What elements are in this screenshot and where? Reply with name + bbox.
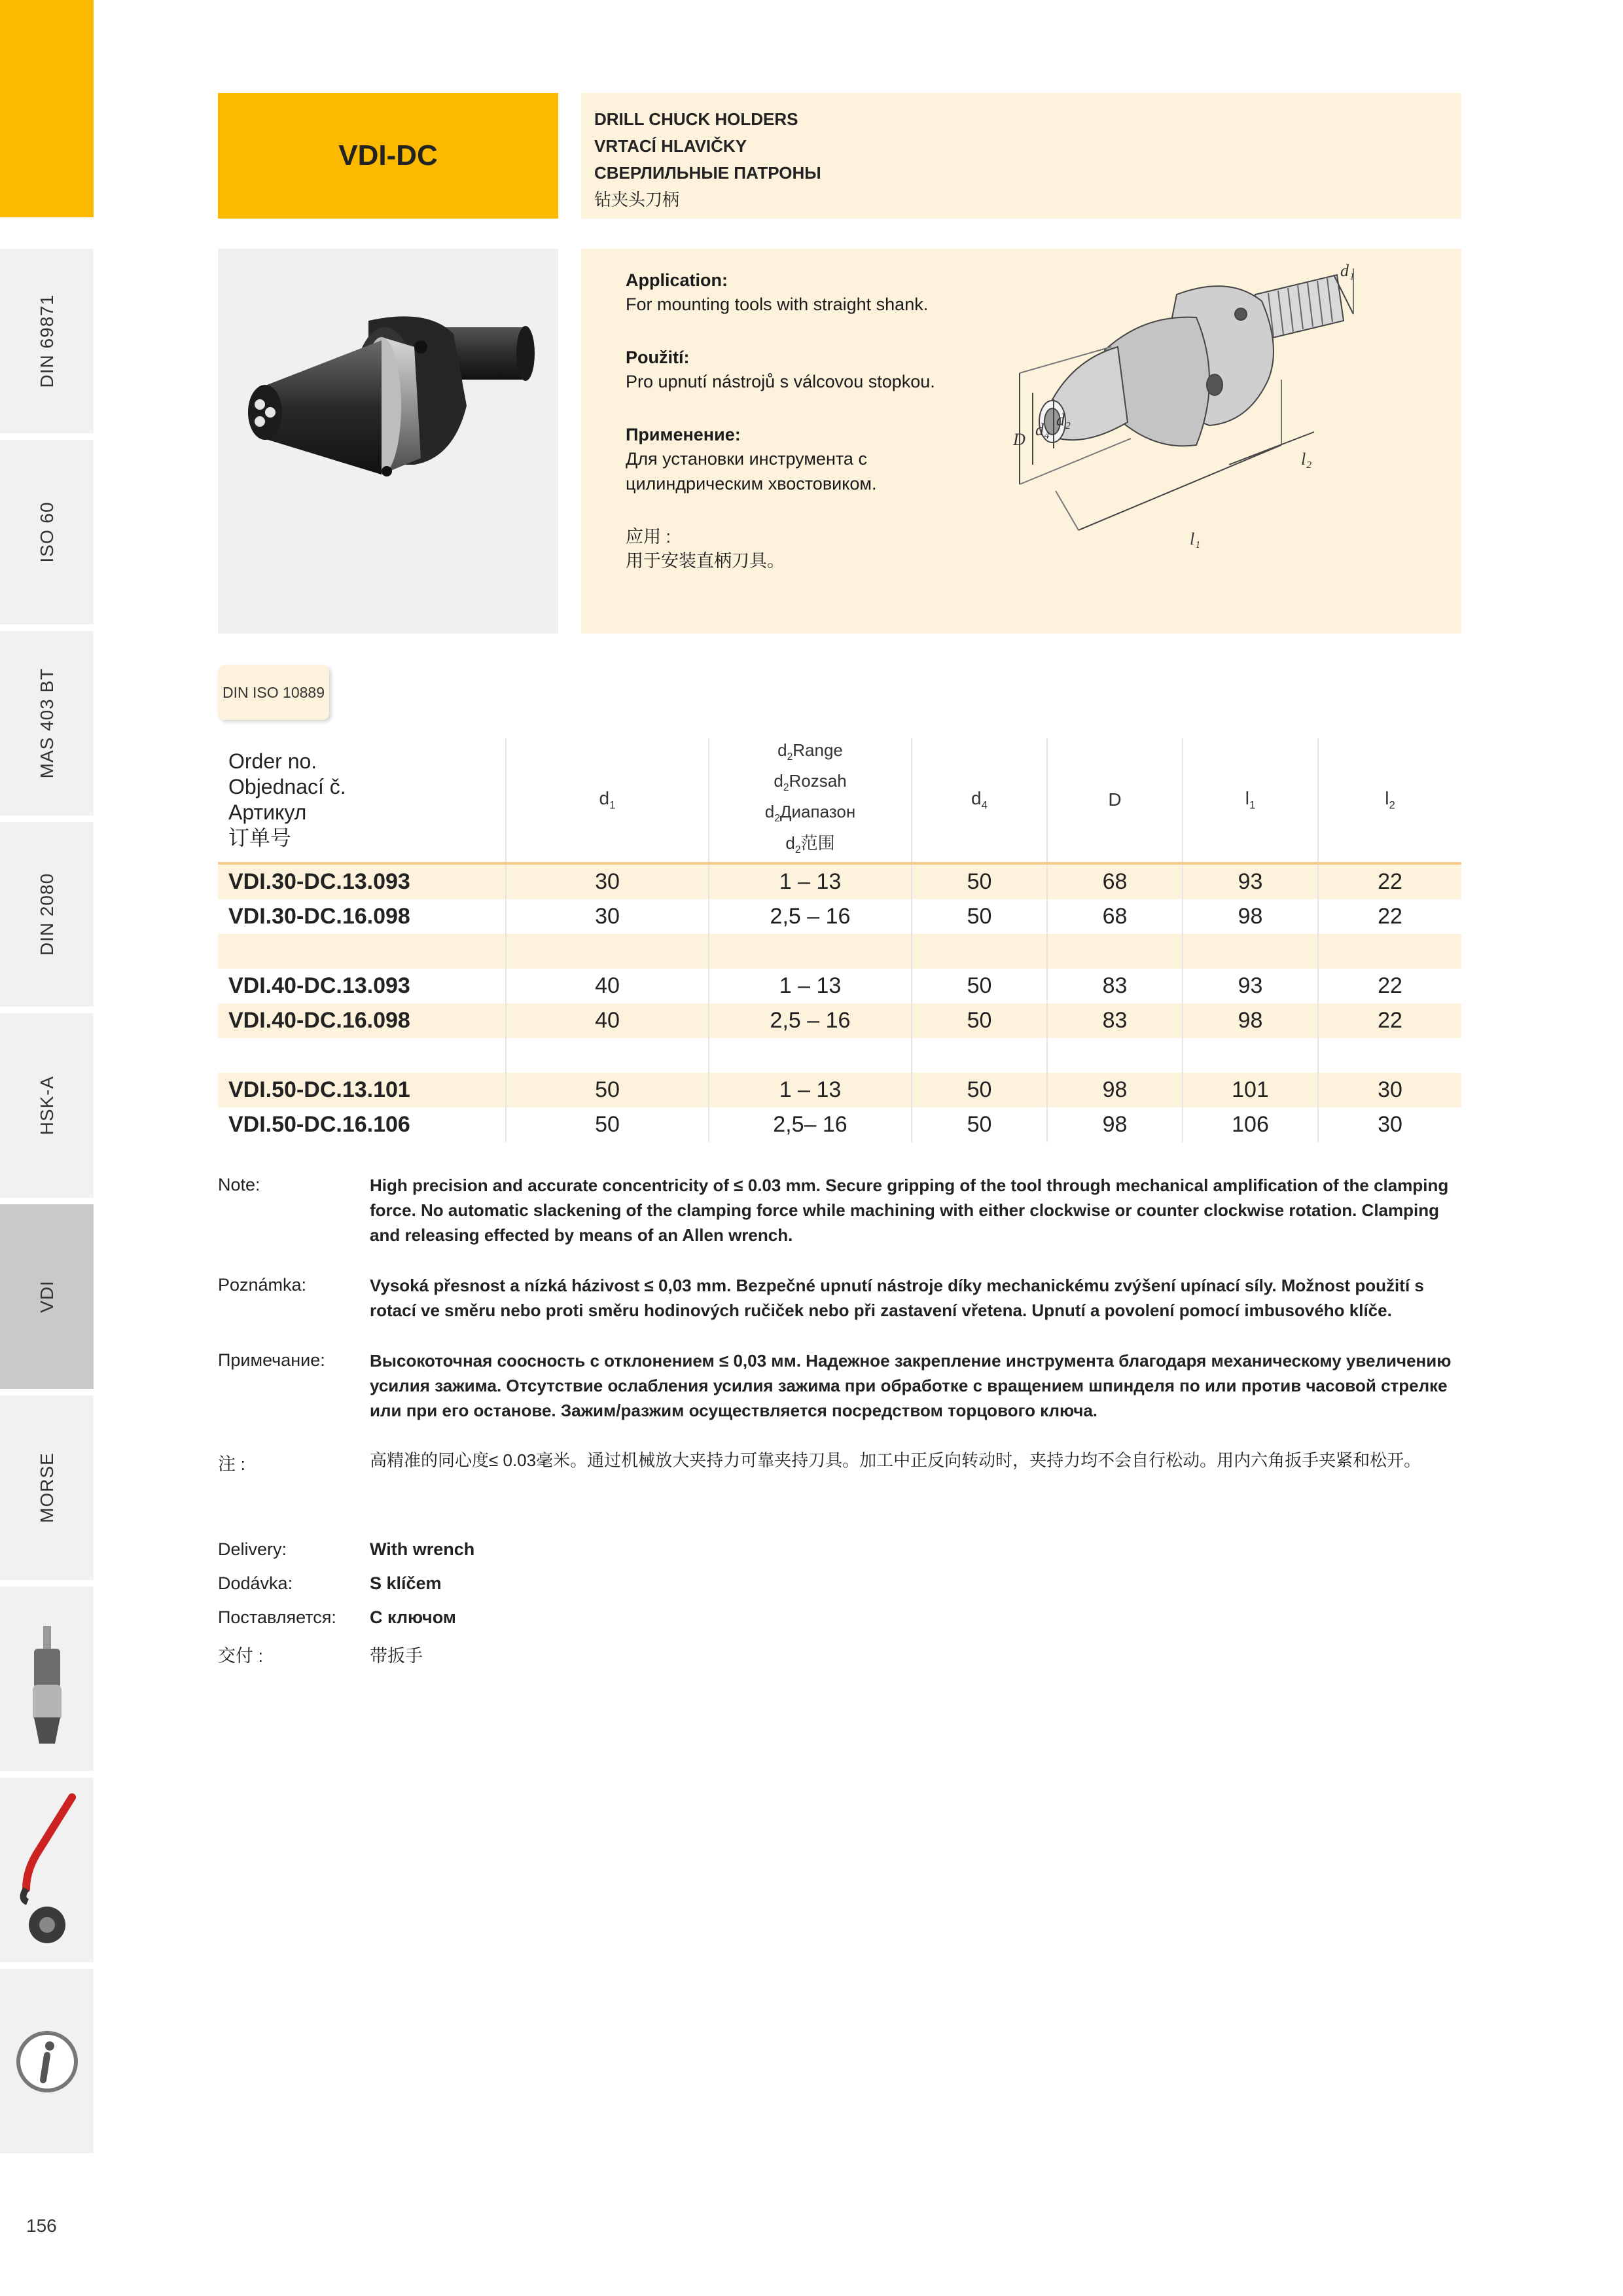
application-ru-text-2: цилиндрическим хвостовиком.	[626, 474, 877, 493]
header-range-cz: Rozsah	[789, 771, 847, 791]
header-l2: $l_2$	[1318, 738, 1461, 863]
standard-badge-label: DIN ISO 10889	[223, 683, 325, 701]
sidebar-tab-label: MAS 403 BT	[36, 668, 57, 779]
cell-range: 2,5 – 16	[709, 1003, 912, 1038]
sidebar-tab-vdi[interactable]	[0, 1201, 94, 1389]
subtitle-cz: VRTACÍ HLAVIČKY	[594, 136, 747, 156]
sidebar-tab-din-69871[interactable]	[0, 245, 94, 433]
technical-drawing	[974, 249, 1461, 634]
cell-l2: 22	[1378, 973, 1402, 998]
table-spacer-row	[218, 1038, 1461, 1073]
application-en-text: For mounting tools with straight shank.	[626, 295, 929, 314]
cell-range: 2,5 – 16	[709, 899, 912, 934]
application-cz-title: Použití:	[626, 348, 690, 367]
standard-badge	[218, 665, 329, 720]
sidebar-accent-block	[0, 0, 94, 217]
note-ru-text: Высокоточная соосность с отклонением ≤ 0,03 мм. Надежное закрепление инструмента благодаря механическому увеличению усилия зажима. Отсутствие ослабления усилия зажима при обработке с вращением шпинделя по или против часовой стрелке или при его останове. Зажим/разжим осуществляется посредством торцового ключа.	[370, 1351, 1452, 1420]
subtitle-cn: 钻夹头刀柄	[594, 190, 680, 209]
cell-l1: 93	[1183, 863, 1318, 899]
cell-l2: 22	[1318, 1003, 1461, 1038]
cell-d4: 50	[912, 1073, 1047, 1107]
cell-range: 1 – 13	[709, 969, 912, 1003]
delivery-ru-value: С ключом	[370, 1607, 456, 1627]
sidebar-tab-din-2080[interactable]	[0, 819, 94, 1007]
drawing-label-l2: l₂	[1301, 450, 1312, 469]
sidebar-tab-label: HSK-A	[36, 1075, 57, 1136]
header-order-cn: 订单号	[228, 826, 292, 850]
header-range-cn: 范围	[800, 833, 835, 853]
delivery-cn-label: 交付 :	[218, 1646, 264, 1666]
header-d1: $d_1$	[506, 738, 709, 863]
drawing-label-d2: d₂	[1056, 410, 1071, 429]
cell-l1: 98	[1183, 1003, 1318, 1038]
cell-d4: 50	[912, 1107, 1047, 1142]
delivery-en-value: With wrench	[370, 1539, 475, 1559]
note-cz-label: Poznámka:	[218, 1275, 307, 1295]
cell-l1: 101	[1183, 1073, 1318, 1107]
application-en-title: Application:	[626, 270, 728, 290]
note-cn-text: 高精准的同心度≤ 0.03毫米。通过机械放大夹持力可靠夹持刀具。加工中正反向转动时，夹持力均不会自行松动。用内六角扳手夹紧和松开。	[370, 1450, 1421, 1470]
application-box	[581, 249, 1461, 634]
header-order	[218, 738, 506, 863]
drill-chuck-holder-image	[218, 249, 558, 634]
application-ru-text-1: Для установки инструмента с	[626, 449, 867, 469]
cell-l1: 106	[1183, 1107, 1318, 1142]
title-box	[218, 93, 558, 219]
cell-d1: 30	[506, 899, 709, 934]
cell-range: 2,5– 16	[709, 1107, 912, 1142]
cell-l2: 22	[1378, 903, 1402, 929]
table-row	[218, 1073, 1461, 1107]
note-cz-text: Vysoká přesnost a nízká házivost ≤ 0,03 mm. Bezpečné upnutí nástroje díky mechanickému zvýšení upínací síly. Možnost použití s rotací ve směru nebo proti směru hodinových ručiček nebo při zastavení vřetena. Upnutí a povolení pomocí imbusového klíče.	[370, 1276, 1424, 1320]
spec-table	[218, 738, 1461, 1142]
delivery-cn-value: 带扳手	[370, 1646, 423, 1666]
cell-order: VDI.30-DC.13.093	[218, 863, 506, 899]
header-order-en: Order no.	[228, 749, 317, 774]
cell-d1: 50	[506, 1107, 709, 1142]
sidebar-tab-iso-60[interactable]	[0, 437, 94, 624]
application-cz-text: Pro upnutí nástrojů s válcovou stopkou.	[626, 372, 935, 391]
drawing-label-d1: d₁	[1340, 261, 1355, 280]
header-order-cz: Objednací č.	[228, 775, 346, 799]
info-icon	[0, 1969, 94, 2157]
header-range-en: Range	[793, 740, 843, 760]
cell-d4: 50	[912, 863, 1047, 899]
sidebar-tab-hsk-a[interactable]	[0, 1010, 94, 1198]
cell-range: 1 – 13	[709, 1073, 912, 1107]
cell-order: VDI.40-DC.13.093	[218, 969, 506, 1003]
table-row	[218, 899, 1461, 934]
cell-l1: 93	[1183, 969, 1318, 1003]
cell-l1: 98	[1183, 899, 1318, 934]
delivery-cz-label: Dodávka:	[218, 1573, 293, 1593]
page-number: 156	[26, 2215, 57, 2236]
note-en-label: Note:	[218, 1175, 260, 1194]
sidebar-tab-wrenches[interactable]	[0, 1774, 94, 1962]
table-header-row	[218, 738, 1461, 863]
application-cn-text: 用于安装直柄刀具。	[626, 551, 785, 571]
sidebar-tab-label: ISO 60	[36, 501, 57, 563]
drawing-label-D: D	[1013, 430, 1026, 449]
sidebar	[0, 0, 94, 2179]
table-row	[218, 863, 1461, 899]
delivery-en-label: Delivery:	[218, 1539, 287, 1559]
sidebar-tab-label: MORSE	[36, 1452, 57, 1523]
cell-d1: 40	[506, 1003, 709, 1038]
cell-range: 1 – 13	[709, 863, 912, 899]
cell-d1: 50	[506, 1073, 709, 1107]
header-range: $d_2Range$ $d_2Rozsah$ $d_2Диапазон$ $d_2$范围	[709, 738, 912, 863]
drawing-label-l1: l₁	[1190, 529, 1201, 548]
header-order-ru: Артикул	[228, 800, 307, 825]
table-row	[218, 1003, 1461, 1038]
sidebar-tab-label: VDI	[36, 1280, 57, 1313]
delivery-ru-label: Поставляется:	[218, 1607, 336, 1627]
note-ru-label: Примечание:	[218, 1350, 325, 1370]
cell-d1: 40	[506, 969, 709, 1003]
cell-l2: 30	[1378, 1111, 1402, 1137]
cell-l2: 22	[1318, 863, 1461, 899]
cell-d1: 30	[506, 863, 709, 899]
cell-l2: 30	[1318, 1073, 1461, 1107]
sidebar-tab-label: DIN 2080	[36, 872, 57, 956]
note-cn-label: 注 :	[218, 1454, 246, 1474]
sidebar-tab-drill-chucks[interactable]	[0, 1583, 94, 1771]
application-text	[626, 268, 992, 573]
cell-order: VDI.50-DC.13.101	[218, 1073, 506, 1107]
header-range-ru: Диапазон	[779, 802, 856, 822]
subtitle-box	[581, 93, 1461, 219]
application-cn-title: 应用 :	[626, 527, 671, 547]
subtitle-ru: СВЕРЛИЛЬНЫЕ ПАТРОНЫ	[594, 163, 821, 183]
cell-D: 98	[1047, 1073, 1183, 1107]
cell-D: 68	[1047, 899, 1183, 934]
note-en-text: High precision and accurate concentricity of ≤ 0.03 mm. Secure gripping of the tool through mechanical amplification of the clamping force. No automatic slackening of the clamping force while machining with either clockwise or counter clockwise rotation. Clamping and releasing effected by means of an Allen wrench.	[370, 1175, 1449, 1245]
sidebar-tab-label: DIN 69871	[36, 294, 57, 388]
cell-order: VDI.50-DC.16.106	[218, 1107, 506, 1142]
delivery-cz-value: S klíčem	[370, 1573, 442, 1593]
cell-D: 68	[1047, 863, 1183, 899]
table-row	[218, 969, 1461, 1003]
sidebar-tab-mas-403-bt[interactable]	[0, 628, 94, 816]
cell-D: 83	[1047, 969, 1183, 1003]
cell-order: VDI.40-DC.16.098	[218, 1003, 506, 1038]
drill-chuck-icon	[0, 1587, 94, 1774]
cell-D: 83	[1047, 1003, 1183, 1038]
table-spacer-row	[218, 934, 1461, 969]
cell-order: VDI.30-DC.16.098	[218, 899, 506, 934]
product-photo	[218, 249, 558, 634]
subtitle-en: DRILL CHUCK HOLDERS	[594, 109, 798, 129]
cell-d4: 50	[912, 1003, 1047, 1038]
header-d4: $d_4$	[912, 738, 1047, 863]
cell-D: 98	[1047, 1107, 1183, 1142]
sidebar-tab-morse[interactable]	[0, 1392, 94, 1580]
drawing-label-d4: d₄	[1035, 420, 1050, 439]
wrench-icon	[0, 1778, 94, 1965]
page-title: VDI-DC	[338, 139, 438, 171]
header-D: D	[1047, 738, 1183, 863]
header-l1: $l_1$	[1183, 738, 1318, 863]
cell-d4: 50	[912, 969, 1047, 1003]
cell-d4: 50	[912, 899, 1047, 934]
application-ru-title: Применение:	[626, 425, 741, 444]
table-row	[218, 1107, 1461, 1142]
sidebar-tab-info[interactable]	[0, 1965, 94, 2153]
